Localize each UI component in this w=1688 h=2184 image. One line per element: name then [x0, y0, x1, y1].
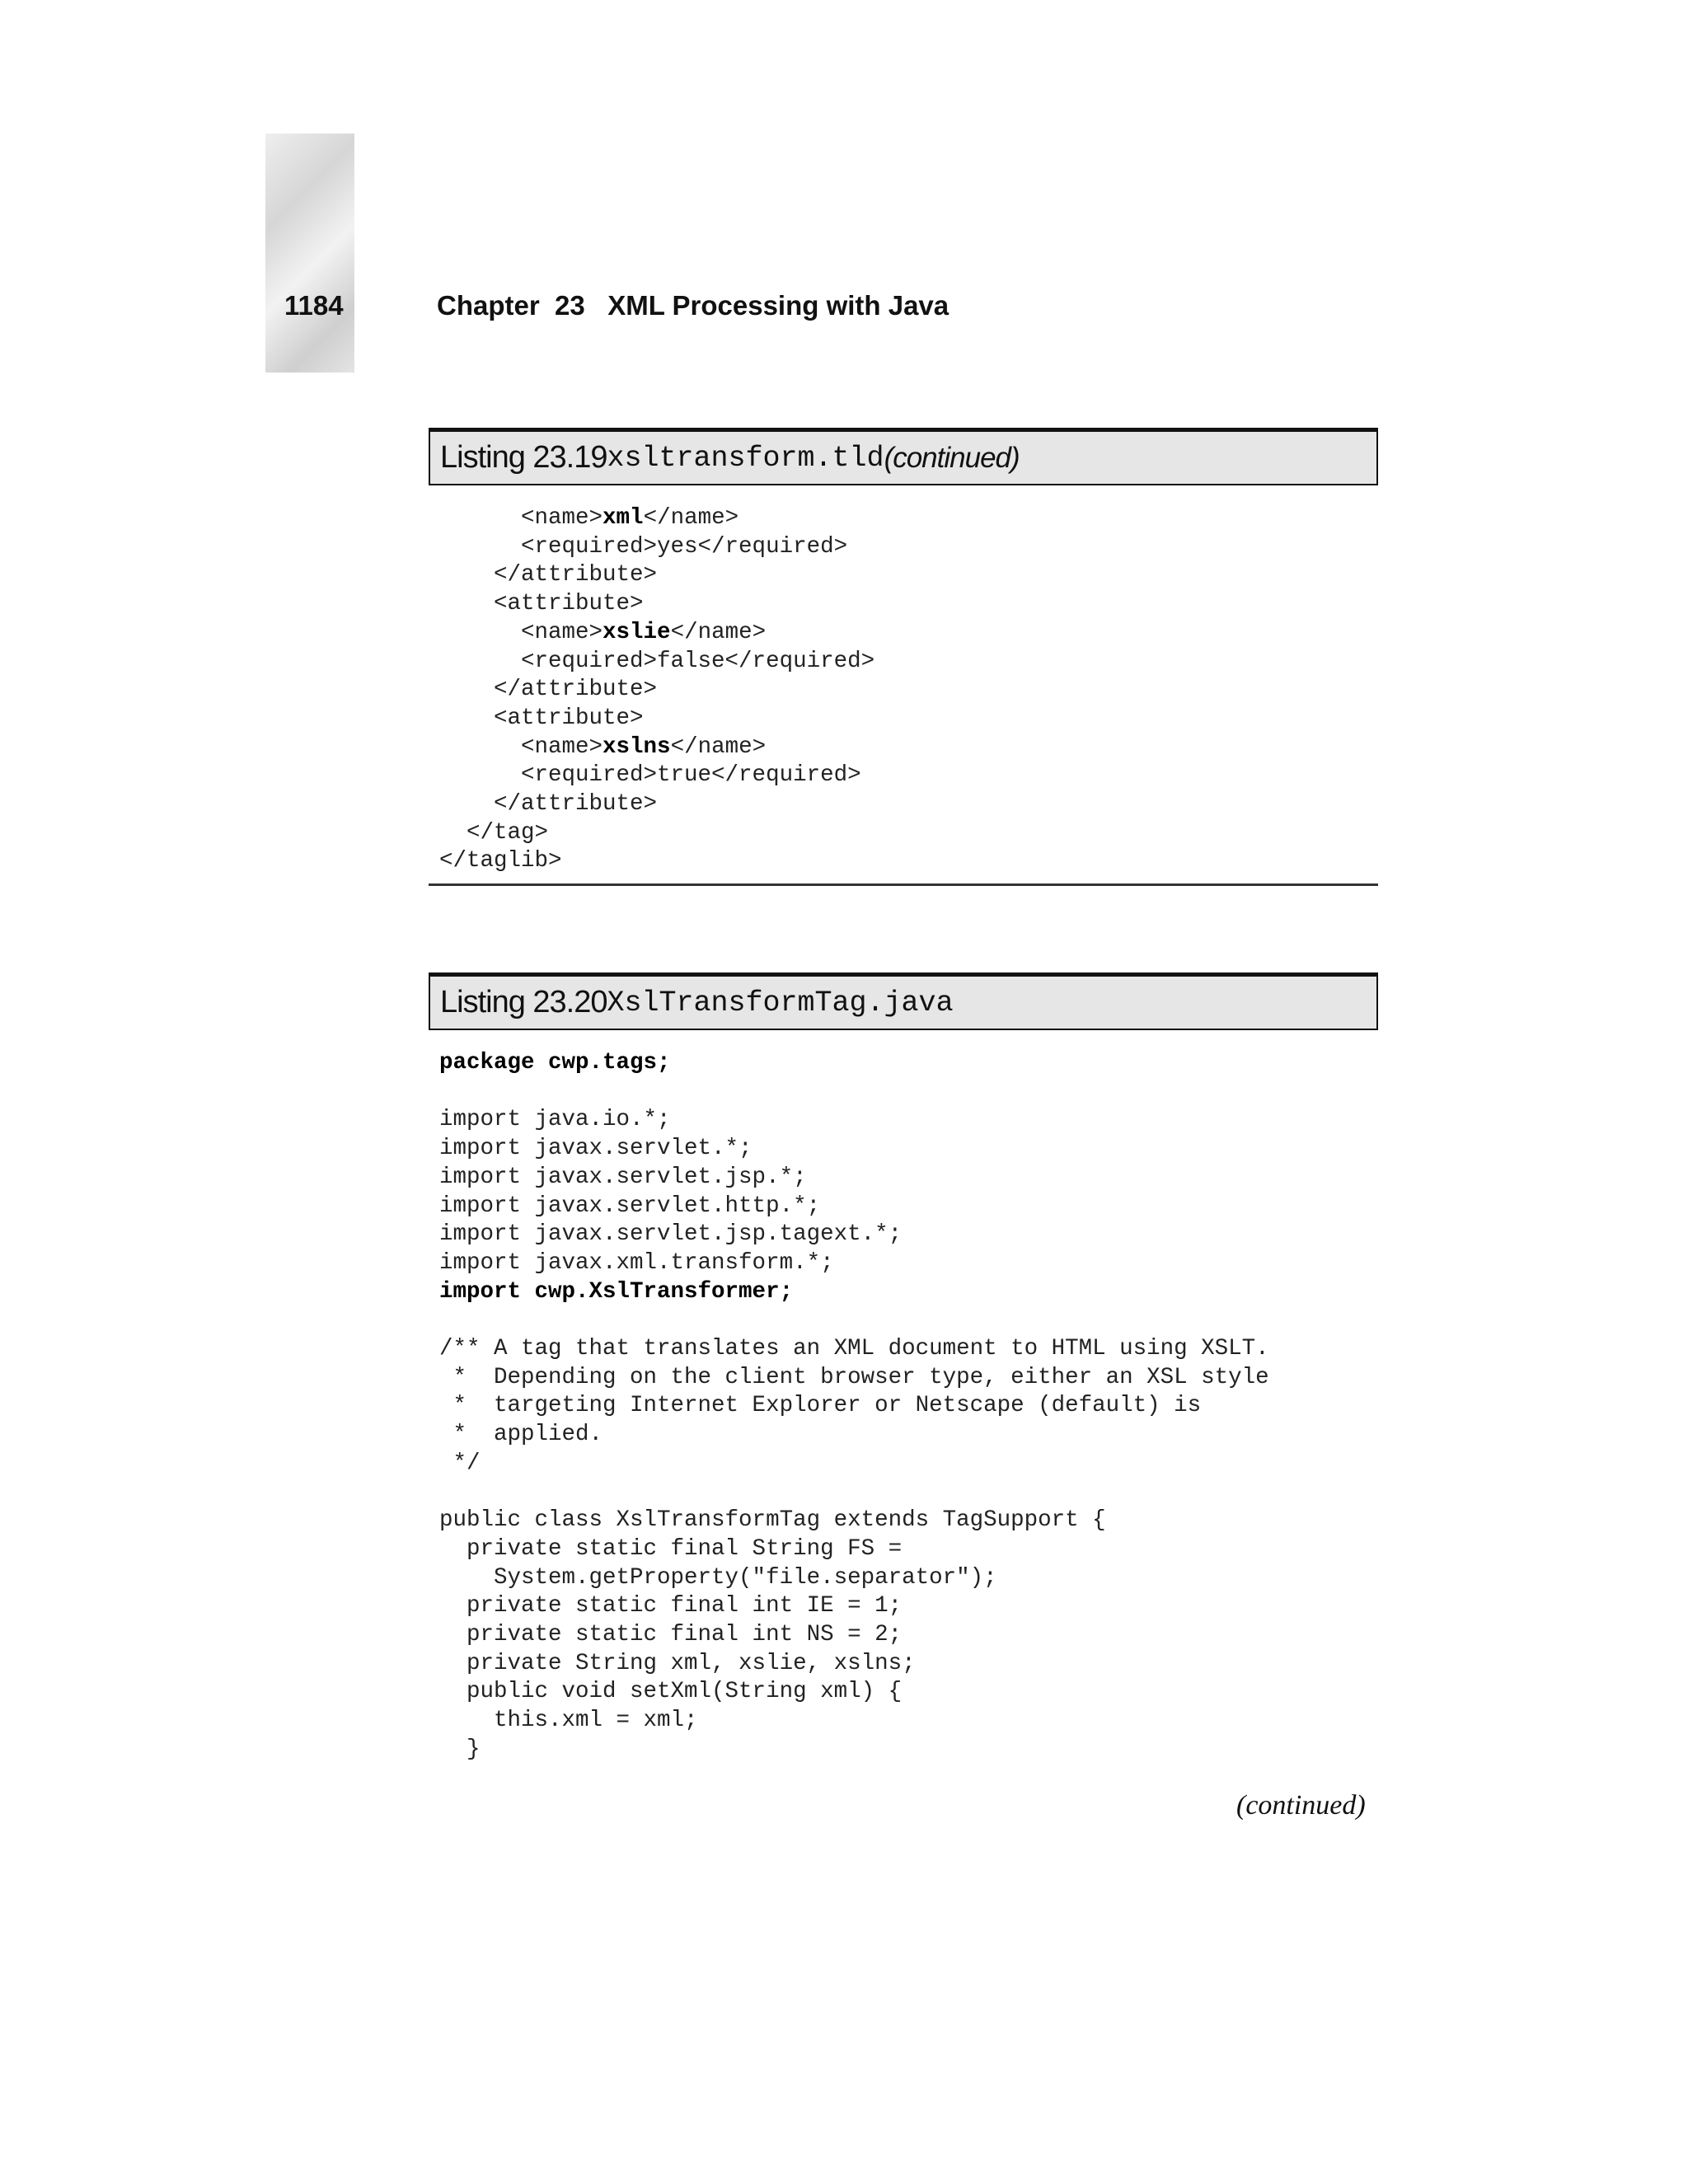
code-token: xslns — [603, 733, 671, 760]
code-line — [439, 562, 657, 588]
code-line — [439, 1165, 807, 1190]
code-token: import cwp.XslTransformer; — [439, 1278, 794, 1305]
code-token: import javax.servlet.jsp.*; — [439, 1164, 807, 1190]
code-token: </name> — [670, 733, 767, 760]
code-line — [439, 1593, 902, 1619]
code-token: private static final String FS = — [439, 1535, 903, 1562]
listing-23-19-code — [439, 504, 874, 876]
code-line — [439, 734, 766, 760]
code-token: /** A tag that translates an XML document to HTML using XSLT. — [439, 1336, 1269, 1362]
code-line — [439, 1221, 902, 1247]
continued-footer: (continued) — [1236, 1790, 1366, 1821]
code-line — [439, 848, 562, 874]
code-token: System.getProperty("file.separator"); — [439, 1564, 997, 1591]
code-token: * Depending on the client browser type, either an XSL style — [439, 1364, 1269, 1390]
code-line — [439, 1336, 1269, 1361]
code-token: package cwp.tags; — [439, 1050, 671, 1076]
listing-filename: XslTransformTag.java — [607, 986, 954, 1019]
code-token: </taglib> — [439, 848, 562, 874]
code-token: </attribute> — [439, 791, 658, 818]
code-token: <attribute> — [439, 591, 644, 617]
code-line — [439, 1536, 902, 1562]
code-token: * targeting Internet Explorer or Netscape (default) is — [439, 1393, 1202, 1419]
code-line — [439, 1193, 820, 1219]
listing-end-rule — [429, 883, 1378, 886]
code-line — [439, 505, 738, 531]
code-line — [439, 1651, 916, 1676]
listing-label: Listing 23.19 — [440, 440, 607, 475]
listing-filename: xsltransform.tld — [607, 441, 884, 475]
code-token: <name> — [439, 619, 603, 645]
code-line — [439, 1107, 671, 1132]
running-head — [437, 290, 949, 321]
code-token: <required>false</required> — [439, 648, 875, 674]
code-line — [439, 534, 847, 560]
code-token: </name> — [670, 619, 767, 645]
code-token: xslie — [603, 619, 671, 645]
code-token: */ — [439, 1450, 481, 1476]
code-line — [439, 1565, 997, 1591]
listing-label: Listing 23.20 — [440, 985, 607, 1019]
code-line — [439, 1708, 698, 1733]
code-token: xml — [603, 505, 644, 531]
code-line — [439, 1422, 603, 1447]
listing-continued: (continued) — [884, 441, 1020, 474]
code-line — [439, 1622, 902, 1647]
code-line — [439, 1736, 481, 1762]
code-line — [439, 820, 548, 846]
chapter-title: XML Processing with Java — [607, 290, 950, 321]
code-line — [439, 1507, 1106, 1533]
code-token: import javax.servlet.jsp.tagext.*; — [439, 1221, 903, 1248]
code-line — [439, 677, 657, 702]
code-token: <attribute> — [439, 705, 644, 731]
code-token: <name> — [439, 733, 603, 760]
code-token: private static final int NS = 2; — [439, 1622, 903, 1648]
listing-23-19-header — [429, 428, 1378, 485]
code-line — [439, 649, 874, 674]
code-line — [439, 620, 766, 645]
code-token: public class XslTransformTag extends TagSupport { — [439, 1507, 1106, 1534]
code-line — [439, 705, 644, 731]
code-line — [439, 762, 861, 788]
page-number: 1184 — [284, 290, 344, 321]
code-token: private String xml, xslie, xslns; — [439, 1650, 916, 1676]
code-line — [439, 1279, 793, 1305]
code-line — [439, 1451, 481, 1476]
listing-23-20-code — [439, 1049, 1269, 1765]
code-line — [439, 1679, 902, 1704]
listing-23-20-header — [429, 972, 1378, 1030]
code-token: </attribute> — [439, 677, 658, 703]
code-token: </attribute> — [439, 562, 658, 588]
code-line — [439, 791, 657, 817]
code-token: <name> — [439, 505, 603, 531]
code-token: import javax.servlet.http.*; — [439, 1193, 821, 1219]
code-token: </name> — [643, 505, 739, 531]
code-line — [439, 1050, 671, 1076]
code-line — [439, 1250, 834, 1276]
code-line — [439, 1136, 753, 1161]
code-token: this.xml = xml; — [439, 1708, 698, 1734]
code-line — [439, 1393, 1201, 1418]
code-token: import javax.xml.transform.*; — [439, 1249, 834, 1276]
code-token: </tag> — [439, 819, 549, 846]
code-token: public void setXml(String xml) { — [439, 1679, 903, 1705]
chapter-label: Chapter — [437, 290, 540, 321]
chapter-number: 23 — [555, 290, 585, 321]
code-token: <required>true</required> — [439, 762, 861, 789]
code-line — [439, 591, 644, 616]
code-token: * applied. — [439, 1422, 603, 1448]
code-line — [439, 1365, 1269, 1390]
code-token: import java.io.*; — [439, 1107, 671, 1133]
code-token: import javax.servlet.*; — [439, 1136, 753, 1162]
code-token: <required>yes</required> — [439, 533, 848, 560]
code-token: } — [439, 1736, 481, 1762]
code-token: private static final int IE = 1; — [439, 1593, 903, 1619]
thumb-tab — [265, 134, 354, 373]
